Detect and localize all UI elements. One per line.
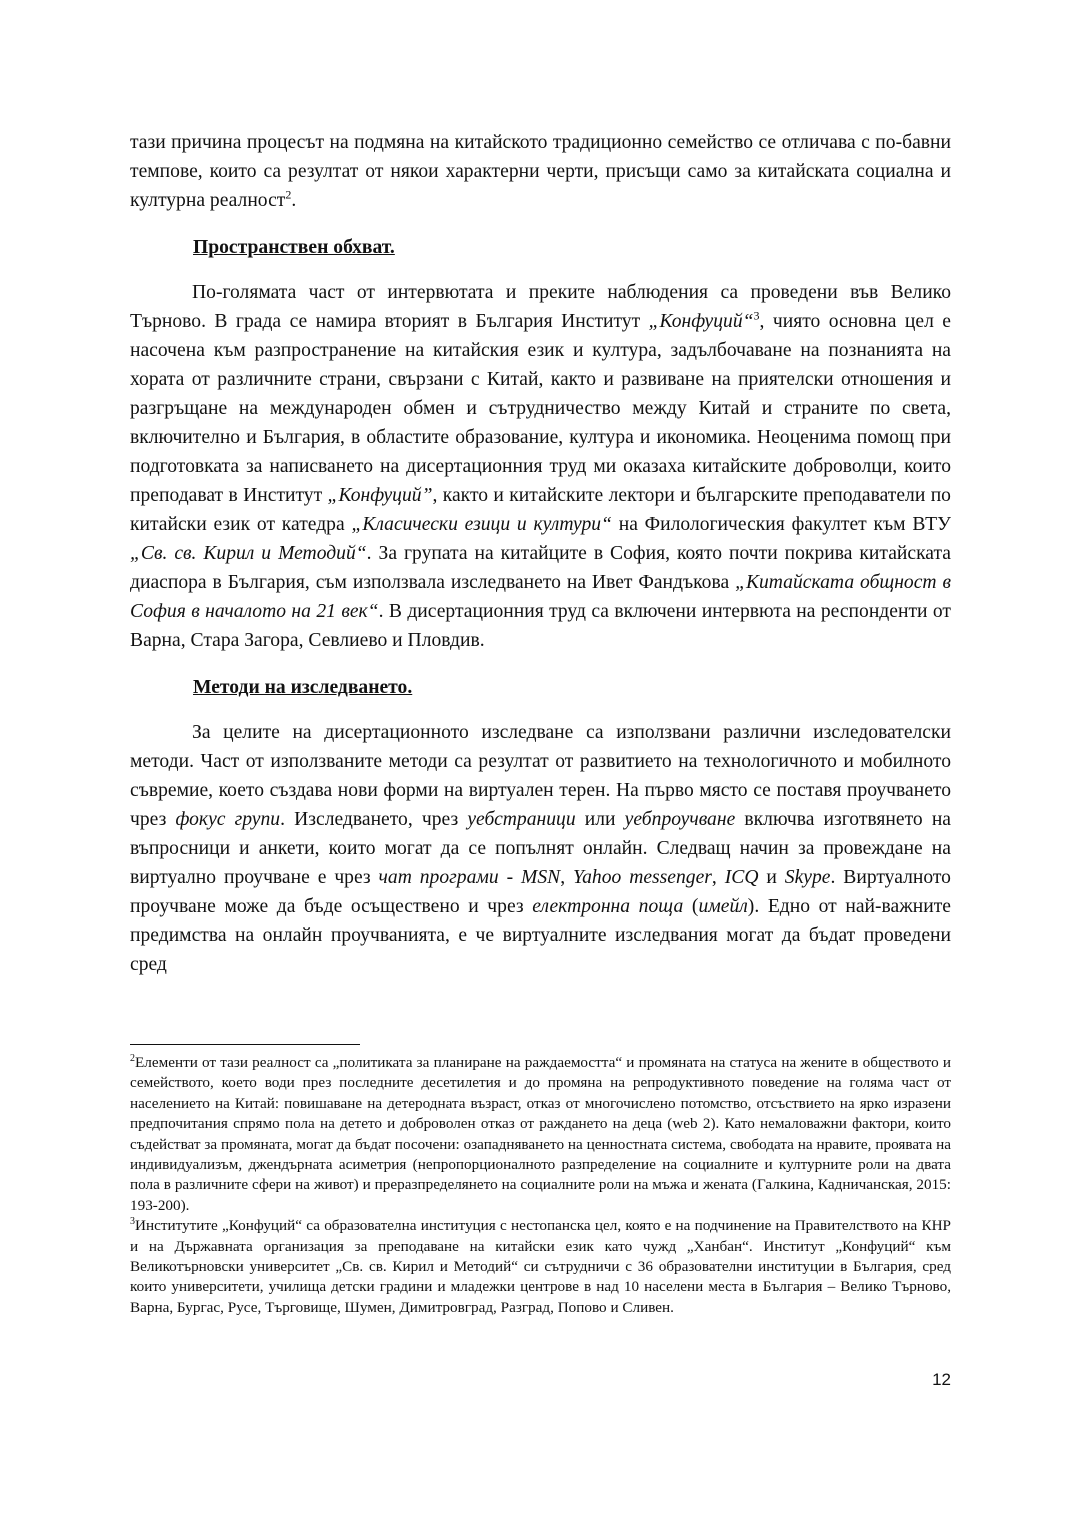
scope-paragraph: По-голямата част от интервютата и преките наблюдения са проведени във Велико Търново. В града се намира вторият в България Институт „Конфуций“$^3$, чиято основна цел е насочена към разпространение на китайския език и култура, задълбочаване на познанията на хората от различните страни, свързани с Китай, както и развиване на приятелски отношения и разгръщане на международен обмен и сътрудничество между Китай и страните по света, включително и България, в областите образование, култура и икономика. Неоценима помощ при подготовката за написването на дисертационния труд ми оказаха китайските доброволци, които преподават в Институт „Конфуций”, както и китайските лектори и българските преподаватели по китайски език от катедра „Класически езици и култури“ на Филологическия факултет към ВТУ „Св. св. Кирил и Методий“. За групата на китайците в София, която почти покрива китайската диаспора в България, съм използвала изследването на Ивет Фандъкова „Китайската общност в София в началото на 21 век“. В дисертационния труд са включени интервюта на респонденти от Варна, Стара Загора, Севлиево и Пловдив. [130, 282, 951, 651]
section-heading-methods: Методи на изследването. [193, 677, 413, 698]
footnote-separator [130, 1044, 360, 1045]
section-heading-scope: Пространствен обхват. [193, 237, 395, 258]
footnotes [130, 1044, 951, 1318]
footnote-ref-3[interactable]: 3 [753, 308, 760, 323]
methods-paragraph: За целите на дисертационното изследване са използвани различни изследователски методи. Част от използваните методи са резултат от развитието на технологичното и мобилното съвремие, което създава нови форми на виртуален терен. На първо място се поставя проучването чрез фокус групи. Изследването, чрез уебстраници или уебпроучване включва изготвянето на въпросници и анкети, които могат да се попълнят онлайн. Следващ начин за провеждане на виртуално проучване е чрез чат програми - MSN, Yahoo messenger, ICQ и Skype. Виртуалното проучване може да бъде осъществено и чрез електронна поща (имейл). Едно от най-важните предимства на онлайн проучванията, е че виртуалните изследвания могат да бъдат проведени сред [130, 722, 951, 975]
page-number: 12 [932, 1370, 951, 1389]
document-body [130, 128, 951, 979]
footnote-3: $^3$Институтите „Конфуций“ са образователна институция с нестопанска цел, която е на подчинение на Правителството на КНР и на Държавната организация за преподаване на китайски език като чужд „Ханбан“. Институт „Конфуций“ към Великотърновски университет „Св. св. Кирил и Методий“ си сътрудничи с 36 образователни институции в България, сред които университети, училища детски градини и младежки центрове в над 10 населени места в България – Велико Търново, Варна, Бургас, Русе, Търговище, Шумен, Димитровград, Разград, Попово и Сливен. [130, 1216, 951, 1316]
footnote-2: $^2$Елементи от тази реалност са „политиката за планиране на раждаемостта“ и промяната на статуса на жените в обществото и семейството, което води през последните десетилетия и до промяна на репродуктивното поведение на голяма част от населението на Китай: повишаване на детеродната възраст, отказ от многочислено потомство, отсъствието на ярко изразени предпочитания спрямо пола на детето и доброволен отказ от раждането на деца (web 2). Като немаловажни фактори, които съдействат за промяната, могат да бъдат посочени: озападняването на ценностната система, свободата на нравите, проявата на индивидуализъм, джендърната асиметрия (непропорционалното разпределение на социалните и културните роли на двата пола в различните сфери на живот) и преразпределянето на социалните роли на мъжа и жената (Галкина, Кадничанская, 2015: 193-200). [130, 1052, 951, 1214]
intro-paragraph: тази причина процесът на подмяна на китайското традиционно семейство се отличава с по-бавни темпове, които са резултат от някои характерни черти, присъщи само за китайската социална и културна реалност$^2$. [130, 132, 951, 211]
footnote-ref-2[interactable]: 2 [285, 187, 292, 202]
intro-text: тази причина процесът на подмяна на китайското традиционно семейство се отличава с по-бавни темпове, които са резултат от някои характерни черти, присъщи само за китайската социална и културна реалност [130, 132, 951, 211]
